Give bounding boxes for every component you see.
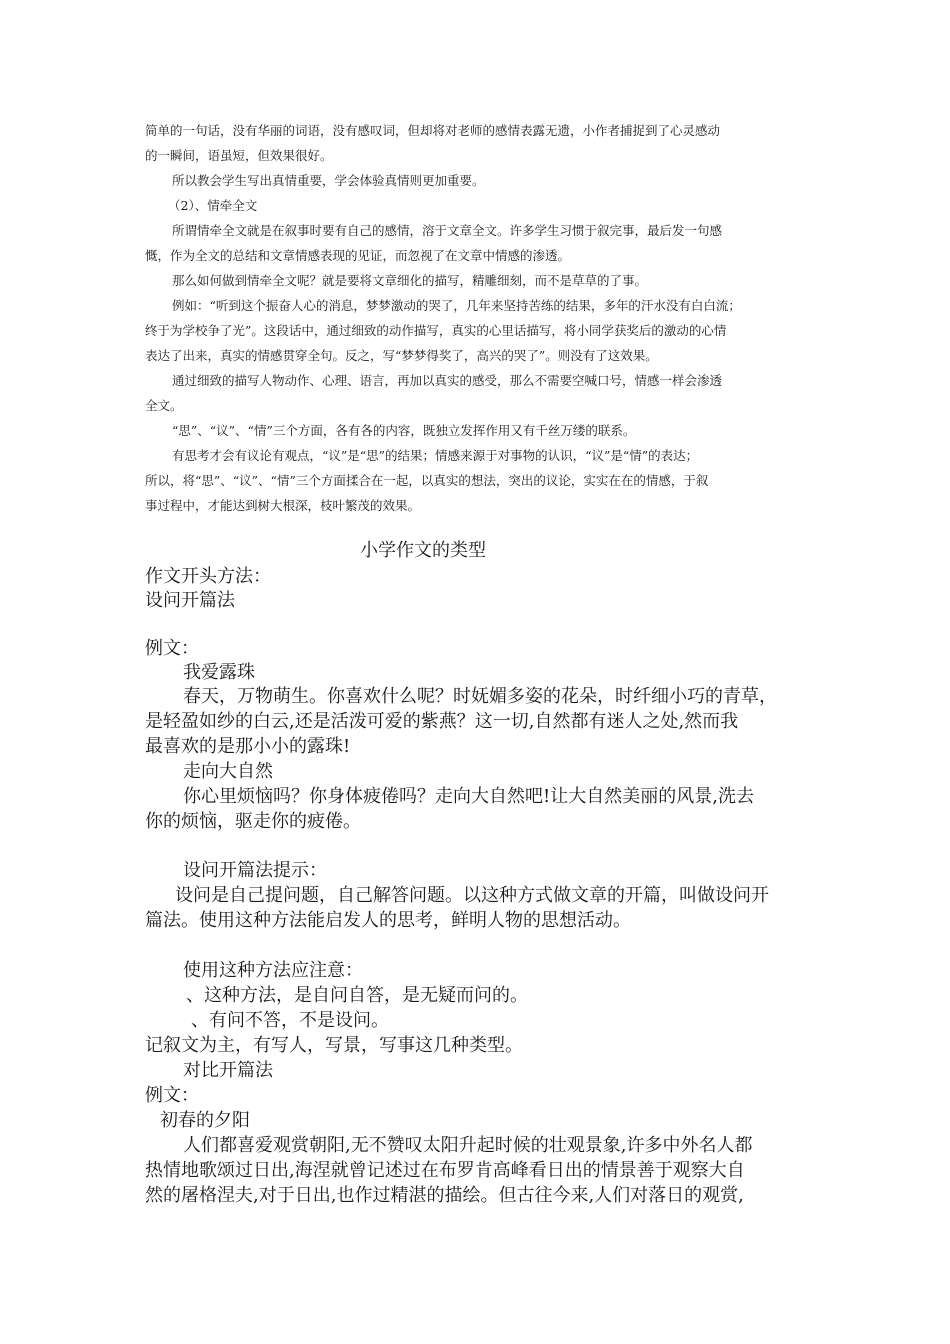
section-heading: （2）、情牵全文 <box>168 198 258 213</box>
text-line: 设问开篇法提示： <box>183 860 327 881</box>
paragraph-line: 所以教会学生写出真情重要，学会体验真情则更加重要。 <box>172 173 485 188</box>
paragraph-line: 那么如何做到情牵全文呢？就是要将文章细化的描写，精雕细刻，而不是草草的了事。 <box>172 273 648 288</box>
paragraph-line: 全文。 <box>145 398 183 413</box>
text-line: 设问开篇法 <box>145 590 235 611</box>
paragraph-line: 终于为学校争了光”。这段话中，通过细致的动作描写，真实的心里话描写，将小同学获奖后的激动的心情 <box>145 323 727 338</box>
list-item: 、这种方法，是自问自答，是无疑而问的。 <box>186 985 528 1006</box>
paragraph-line: 表达了出来，真实的情感贯穿全句。反之，写“梦梦得奖了，高兴的哭了”。则没有了这效果。 <box>145 348 658 363</box>
text-line: 你心里烦恼吗？你身体疲倦吗？走向大自然吧!让大自然美丽的风景,洗去 <box>183 786 754 807</box>
example-title: 走向大自然 <box>183 761 273 782</box>
text-line: 例文： <box>145 1085 199 1106</box>
example-title: 我爱露珠 <box>183 662 255 683</box>
example-title: 初春的夕阳 <box>160 1110 250 1131</box>
text-line: 篇法。使用这种方法能启发人的思考，鲜明人物的思想活动。 <box>145 910 631 931</box>
text-line: 然的屠格涅夫,对于日出,也作过精湛的描绘。但古往今来,人们对落日的观赏, <box>145 1185 744 1206</box>
document-title: 小学作文的类型 <box>360 540 486 561</box>
paragraph-line: 事过程中，才能达到树大根深，枝叶繁茂的效果。 <box>145 498 421 513</box>
text-line: 是轻盈如纱的白云,还是活泼可爱的紫燕？这一切,自然都有迷人之处,然而我 <box>145 711 739 732</box>
paragraph-line: 所谓情牵全文就是在叙事时要有自己的感情，溶于文章全文。许多学生习惯于叙完事，最后发一句感 <box>172 223 723 238</box>
paragraph-line: 简单的一句话，没有华丽的词语，没有感叹词，但却将对老师的感情表露无遗，小作者捕捉到了心灵感动 <box>145 123 721 138</box>
text-line: 人们都喜爱观赏朝阳,无不赞叹太阳升起时候的壮观景象,许多中外名人都 <box>183 1135 753 1156</box>
text-line: 对比开篇法 <box>183 1060 273 1081</box>
paragraph-line: “思”、“议”、“情”三个方面，各有各的内容，既独立发挥作用又有千丝万缕的联系。 <box>172 423 636 438</box>
paragraph-line: 有思考才会有议论有观点，“议”是“思”的结果；情感来源于对事物的认识，“议”是“情”的表达； <box>172 448 699 463</box>
text-line: 最喜欢的是那小小的露珠! <box>145 736 351 757</box>
paragraph-line: 的一瞬间，语虽短，但效果很好。 <box>145 148 333 163</box>
text-line: 春天，万物萌生。你喜欢什么呢？时妩媚多姿的花朵，时纤细小巧的青草， <box>183 686 777 707</box>
paragraph-line: 通过细致的描写人物动作、心理、语言，再加以真实的感受，那么不需要空喊口号，情感一样会渗透 <box>172 373 723 388</box>
text-line: 使用这种方法应注意： <box>183 960 363 981</box>
paragraph-line: 慨，作为全文的总结和文章情感表现的见证，而忽视了在文章中情感的渗透。 <box>145 248 571 263</box>
text-line: 设问是自己提问题，自己解答问题。以这种方式做文章的开篇，叫做设问开 <box>175 885 769 906</box>
paragraph-line: 所以，将“思”、“议”、“情”三个方面揉合在一起，以真实的想法，突出的议论，实实在在的情感，于叙 <box>145 473 709 488</box>
list-item: 、有问不答，不是设问。 <box>191 1010 389 1031</box>
text-line: 作文开头方法： <box>145 566 271 587</box>
text-line: 例文： <box>145 638 199 659</box>
text-line: 热情地歌颂过日出,海涅就曾记述过在布罗肯高峰看日出的情景善于观察大自 <box>145 1160 745 1181</box>
text-line: 你的烦恼，驱走你的疲倦。 <box>145 811 361 832</box>
text-line: 记叙文为主，有写人，写景，写事这几种类型。 <box>145 1035 523 1056</box>
paragraph-line: 例如：“听到这个振奋人心的消息，梦梦激动的哭了，几年来坚持苦练的结果，多年的汗水没有白白流； <box>172 298 741 313</box>
